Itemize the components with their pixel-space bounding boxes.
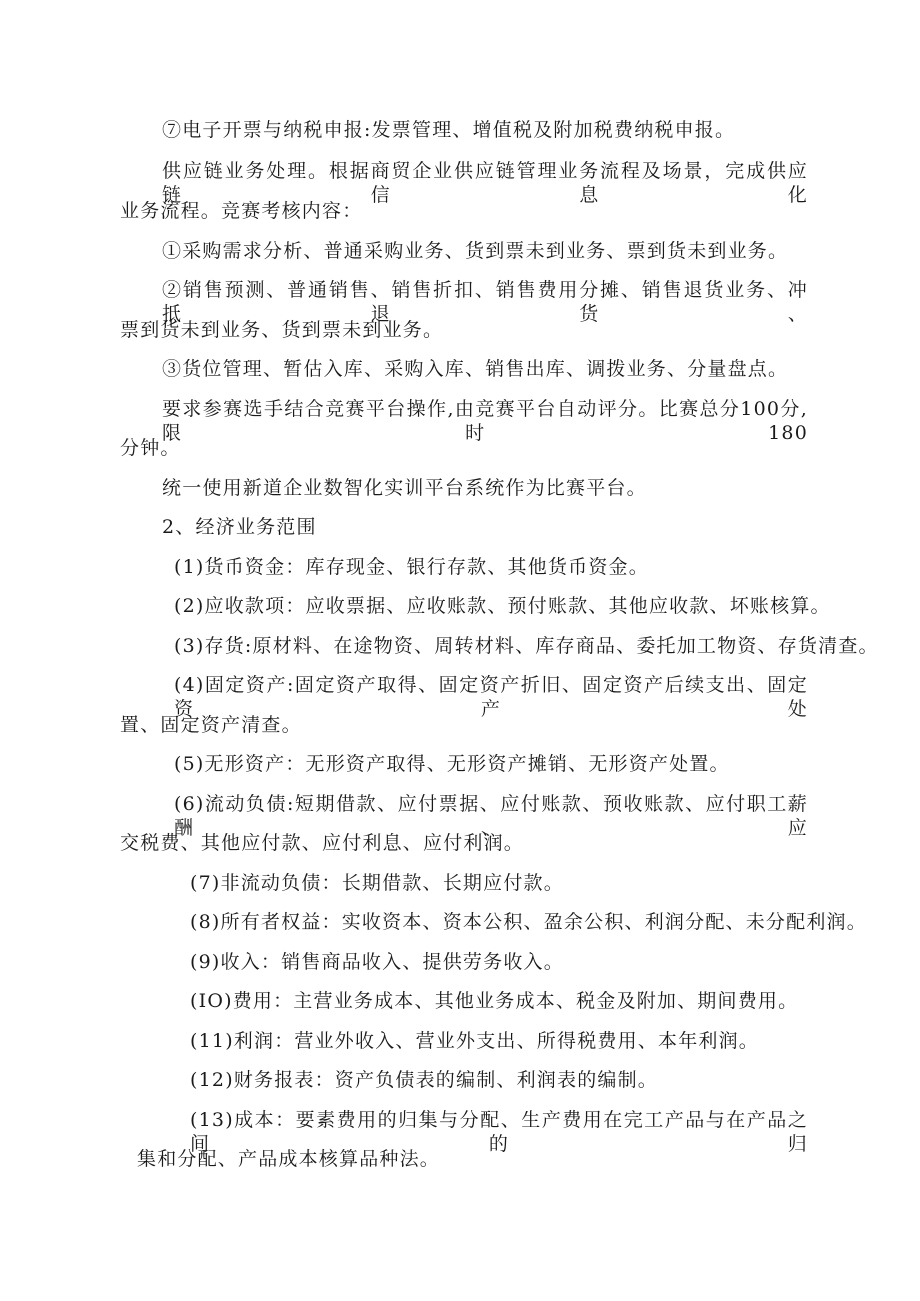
list-item-2: (2)应收款项：应收票据、应收账款、预付账款、其他应收款、坏账核算。: [174, 595, 831, 617]
text-line-warehouse: ③货位管理、暂估入库、采购入库、销售出库、调拨业务、分量盘点。: [162, 358, 789, 380]
text-line-platform: 统一使用新道企业数智化实训平台系统作为比赛平台。: [162, 477, 647, 499]
list-item-3: (3)存货:原材料、在途物资、周转材料、库存商品、委托加工物资、存货清查。: [174, 635, 879, 657]
list-item-6: (6)流动负债:短期借款、应付票据、应付账款、预收账款、应付职工薪酬、应: [174, 793, 808, 839]
list-item-13-cont: 集和分配、产品成本核算品种法。: [137, 1148, 441, 1170]
section-heading: 2、经济业务范围: [162, 516, 317, 538]
list-item-8: (8)所有者权益：实收资本、资本公积、盈余公积、利润分配、未分配利润。: [190, 911, 867, 933]
list-item-1: (1)货币资金：库存现金、银行存款、其他货币资金。: [174, 556, 649, 578]
list-item-12: (12)财务报表：资产负债表的编制、利润表的编制。: [190, 1069, 659, 1091]
list-item-9: (9)收入：销售商品收入、提供劳务收入。: [190, 951, 564, 973]
text-line-supply-chain-cont: 业务流程。竞赛考核内容：: [120, 200, 363, 222]
list-item-4-cont: 置、固定资产清查。: [120, 714, 302, 736]
list-item-13: (13)成本：要素费用的归集与分配、生产费用在完工产品与在产品之间的归: [190, 1109, 808, 1155]
list-item-10: (IO)费用：主营业务成本、其他业务成本、税金及附加、期间费用。: [190, 990, 799, 1012]
text-line-supply-chain: 供应链业务处理。根据商贸企业供应链管理业务流程及场景，完成供应链信息化: [162, 160, 808, 206]
text-line-sales-cont: 票到货未到业务、货到票未到业务。: [120, 319, 444, 341]
list-item-5: (5)无形资产：无形资产取得、无形资产摊销、无形资产处置。: [174, 753, 730, 775]
text-line-sales: ②销售预测、普通销售、销售折扣、销售费用分摊、销售退货业务、冲抵退货、: [162, 279, 808, 325]
text-line-scoring-cont: 分钟。: [120, 437, 181, 459]
list-item-6-cont: 交税费、其他应付款、应付利息、应付利润。: [120, 832, 525, 854]
text-line-purchasing: ①采购需求分析、普通采购业务、货到票未到业务、票到货未到业务。: [162, 240, 789, 262]
list-item-11: (11)利润：营业外收入、营业外支出、所得税费用、本年利润。: [190, 1030, 760, 1052]
text-line-scoring: 要求参赛选手结合竞赛平台操作,由竞赛平台自动评分。比赛总分100分,限时180: [162, 398, 808, 444]
list-item-7: (7)非流动负债：长期借款、长期应付款。: [190, 872, 564, 894]
text-line-e-invoicing: ⑦电子开票与纳税申报:发票管理、增值税及附加税费纳税申报。: [162, 119, 736, 141]
list-item-4: (4)固定资产:固定资产取得、固定资产折旧、固定资产后续支出、固定资产处: [174, 674, 808, 720]
